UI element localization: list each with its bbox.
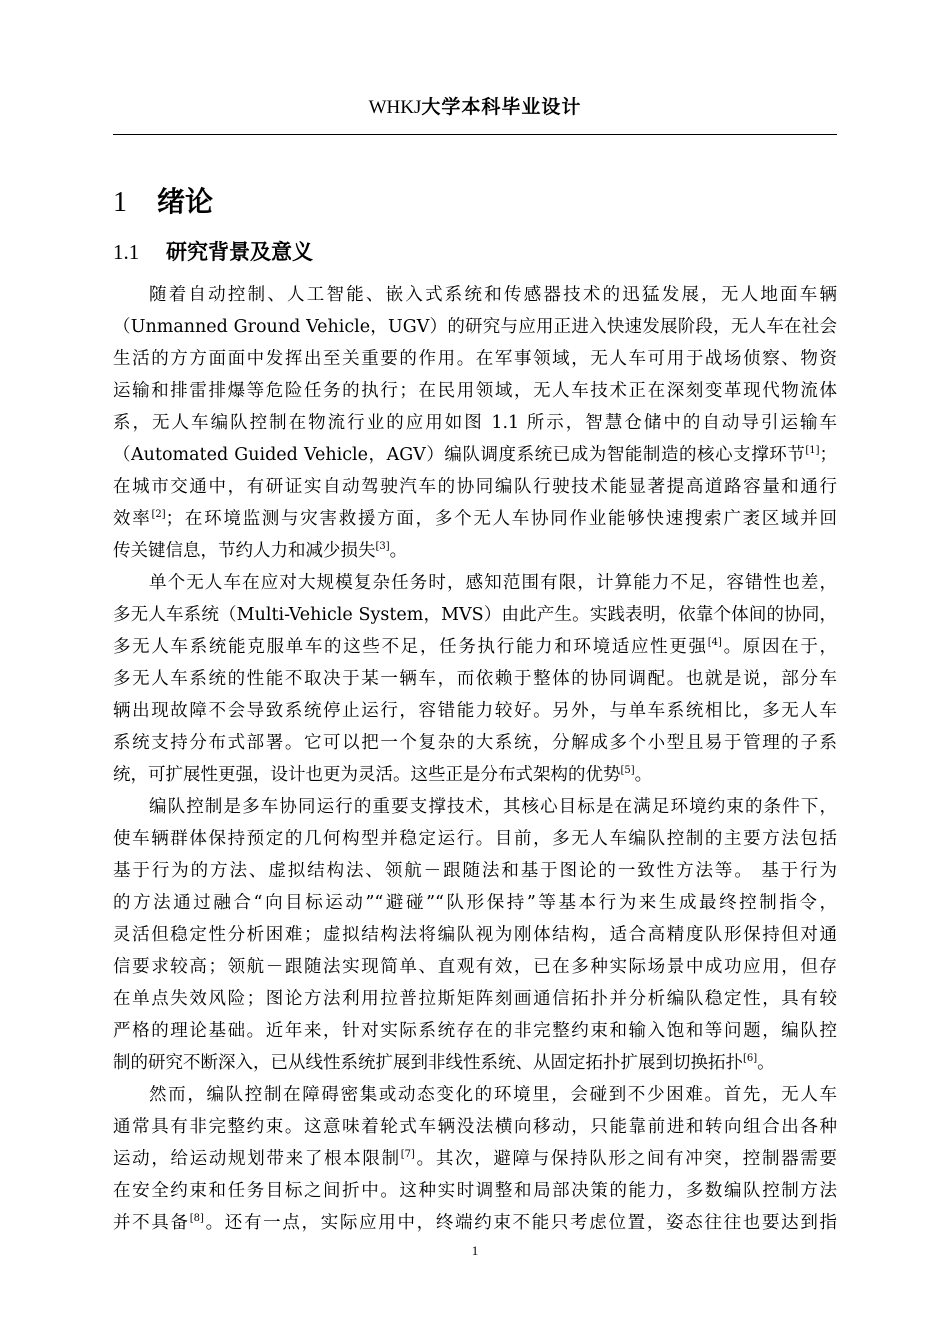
text-line <box>113 503 837 535</box>
citation-ref: [2] <box>151 509 166 520</box>
text-line <box>113 727 837 759</box>
line-text: 并不具备 <box>113 1213 190 1233</box>
text-line <box>113 855 837 887</box>
text-line <box>113 311 837 343</box>
line-text: 使车辆群体保持预定的几何构型并稳定运行。目前，多无人车编队控制的主要方法包括 <box>113 829 837 849</box>
text-line <box>113 535 837 567</box>
text-line <box>113 567 837 599</box>
line-text: 灵活但稳定性分析困难；虚拟结构法将编队视为刚体结构，适合高精度队形保持但对通 <box>113 925 837 945</box>
text-line <box>113 887 837 919</box>
citation-ref: [4] <box>707 637 722 648</box>
text-line <box>113 599 837 631</box>
text-line <box>113 983 837 1015</box>
line-text-after-citation: 。 <box>634 765 653 785</box>
text-line <box>113 919 837 951</box>
text-line <box>113 663 837 695</box>
line-text: 在安全约束和任务目标之间折中。这种实时调整和局部决策的能力，多数编队控制方法 <box>113 1181 837 1201</box>
text-line <box>113 759 837 791</box>
text-line <box>113 791 837 823</box>
text-line <box>113 439 837 471</box>
text-line <box>113 407 837 439</box>
citation-ref: [6] <box>743 1053 758 1064</box>
line-text: 多无人车系统的性能不取决于某一辆车，而依赖于整体的协同调配。也就是说，部分车 <box>113 669 837 689</box>
line-text-after-citation: ；在环境监测与灾害救援方面，多个无人车协同作业能够快速搜索广袤区域并回 <box>165 509 838 529</box>
line-text: 通常具有非完整约束。这意味着轮式车辆没法横向移动，只能靠前进和转向组合出各种 <box>113 1117 837 1137</box>
line-text: 统，可扩展性更强，设计也更为灵活。这些正是分布式架构的优势 <box>113 765 621 785</box>
text-line <box>113 343 837 375</box>
citation-ref: [7] <box>400 1149 415 1160</box>
citation-ref: [8] <box>189 1213 204 1224</box>
line-text: 多无人车系统能克服单车的这些不足，任务执行能力和环境适应性更强 <box>113 637 708 657</box>
line-text: 单个无人车在应对大规模复杂任务时，感知范围有限，计算能力不足，容错性也差， <box>149 573 837 593</box>
header-institution: WHKJ <box>368 97 422 118</box>
line-text: 效率 <box>113 509 152 529</box>
line-text-after-citation: 。其次，避障与保持队形之间有冲突，控制器需要 <box>414 1149 838 1169</box>
page-header <box>113 94 837 121</box>
chapter-number: 1 <box>113 187 127 218</box>
text-line <box>113 1175 837 1207</box>
section-number: 1.1 <box>113 240 140 264</box>
text-line <box>113 471 837 503</box>
line-text: 运输和排雷排爆等危险任务的执行；在民用领域，无人车技术正在深刻变革现代物流体 <box>113 381 837 401</box>
line-text-after-citation: 。还有一点，实际应用中，终端约束不能只考虑位置，姿态往往也要达到指 <box>203 1213 838 1233</box>
line-text: （Unmanned Ground Vehicle，UGV）的研究与应用正进入快速发展阶段，无人车在社会 <box>113 317 837 337</box>
line-text-after-citation: 。 <box>757 1053 775 1073</box>
section-heading <box>113 237 313 267</box>
section-title: 研究背景及意义 <box>166 240 313 264</box>
line-text: 制的研究不断深入，已从线性系统扩展到非线性系统、从固定拓扑扩展到切换拓扑 <box>113 1053 743 1073</box>
line-text: 的方法通过融合“向目标运动”“避碰”“队形保持”等基本行为来生成最终控制指令， <box>113 893 837 913</box>
line-text: 辆出现故障不会导致系统停止运行，容错能力较好。另外，与单车系统相比，多无人车 <box>113 701 837 721</box>
text-line <box>113 1143 837 1175</box>
line-text: 系统支持分布式部署。它可以把一个复杂的大系统，分解成多个小型且易于管理的子系 <box>113 733 837 753</box>
citation-ref: [3] <box>375 541 390 552</box>
chapter-title: 绪论 <box>157 185 214 218</box>
header-title: 大学本科毕业设计 <box>421 96 582 118</box>
line-text: 严格的理论基础。近年来，针对实际系统存在的非完整约束和输入饱和等问题，编队控 <box>113 1021 837 1041</box>
line-text: 编队控制是多车协同运行的重要支撑技术，其核心目标是在满足环境约束的条件下， <box>149 797 837 817</box>
line-text: 随着自动控制、人工智能、嵌入式系统和传感器技术的迅猛发展，无人地面车辆 <box>149 285 837 305</box>
line-text: 生活的方方面面中发挥出至关重要的作用。在军事领域，无人车可用于战场侦察、物资 <box>113 349 837 369</box>
line-text: 信要求较高；领航－跟随法实现简单、直观有效，已在多种实际场景中成功应用，但存 <box>113 957 837 977</box>
line-text-after-citation: 。原因在于， <box>721 637 837 657</box>
body-text <box>113 279 837 1239</box>
text-line <box>113 1111 837 1143</box>
line-text: 然而，编队控制在障碍密集或动态变化的环境里，会碰到不少困难。首先，无人车 <box>149 1085 837 1105</box>
chapter-heading <box>113 184 213 221</box>
line-text: 运动，给运动规划带来了根本限制 <box>113 1149 401 1169</box>
citation-ref: [5] <box>620 765 635 776</box>
line-text: 传关键信息，节约人力和减少损失 <box>113 541 376 561</box>
line-text: （Automated Guided Vehicle，AGV）编队调度系统已成为智能制造的核心支撑环节 <box>113 445 806 465</box>
text-line <box>113 279 837 311</box>
text-line <box>113 695 837 727</box>
line-text: 基于行为的方法、虚拟结构法、领航－跟随法和基于图论的一致性方法等。 基于行为 <box>113 861 837 881</box>
line-text: 在城市交通中，有研证实自动驾驶汽车的协同编队行驶技术能显著提高道路容量和通行 <box>113 477 837 497</box>
line-text: 多无人车系统（Multi-Vehicle System，MVS）由此产生。实践表明，依靠个体间的协同， <box>113 605 837 625</box>
text-line <box>113 1047 837 1079</box>
text-line <box>113 1015 837 1047</box>
text-line <box>113 1079 837 1111</box>
line-text: 在单点失效风险；图论方法利用拉普拉斯矩阵刻画通信拓扑并分析编队稳定性，具有较 <box>113 989 837 1009</box>
citation-ref: [1] <box>805 445 820 456</box>
text-line <box>113 951 837 983</box>
text-line <box>113 631 837 663</box>
text-line <box>113 823 837 855</box>
line-text-after-citation: ； <box>819 445 837 465</box>
line-text-after-citation: 。 <box>389 541 408 561</box>
text-line <box>113 375 837 407</box>
text-line <box>113 1207 837 1239</box>
line-text: 系，无人车编队控制在物流行业的应用如图 1.1 所示，智慧仓储中的自动导引运输车 <box>113 413 837 433</box>
header-rule <box>113 134 837 135</box>
page-number: 1 <box>471 1243 479 1258</box>
